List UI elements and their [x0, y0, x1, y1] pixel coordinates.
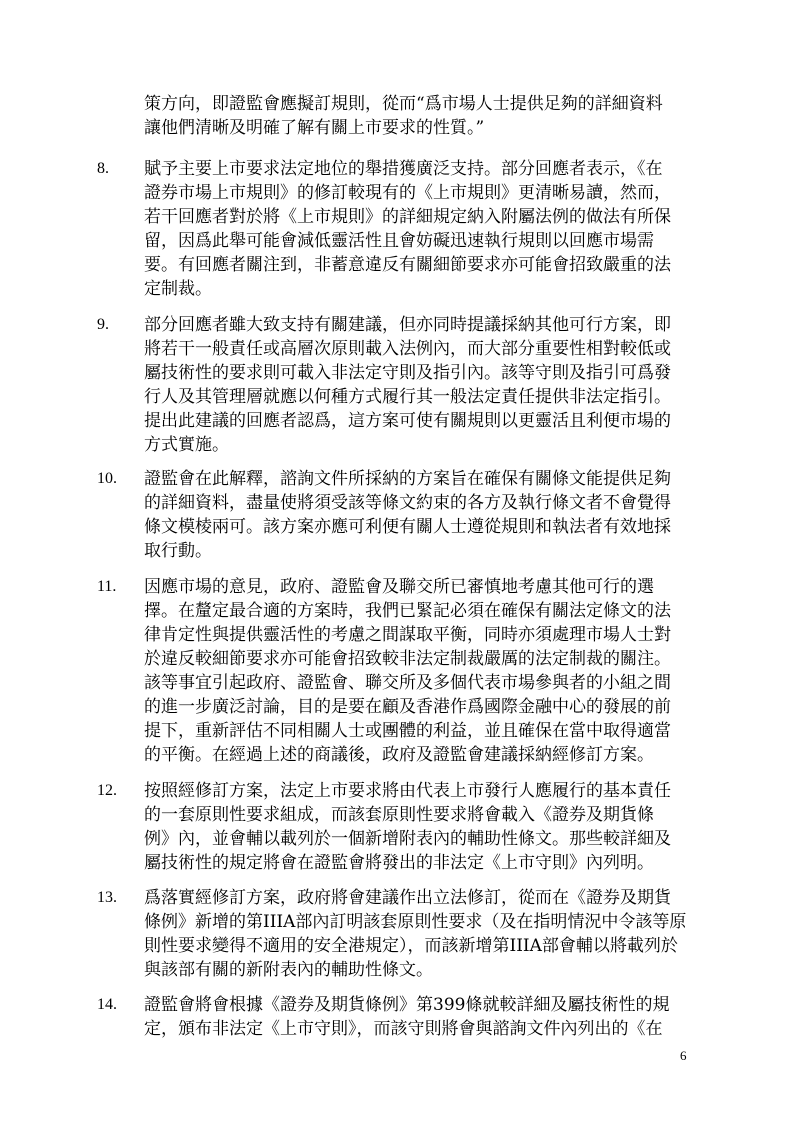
text-line: 擇。在釐定最合適的方案時，我們已緊記必須在確保有關法定條文的法: [144, 601, 671, 621]
text-line: 的平衡。在經過上述的商議後，政府及證監會建議採納經修訂方案。: [144, 745, 654, 765]
text-line: 則性要求變得不適用的安全港規定），而該新增第IIIA部會輔以將載列於: [144, 936, 678, 956]
paragraph-text: [144, 886, 704, 982]
text-line: 例》內，並會輔以載列於一個新增附表內的輔助性條文。那些較詳細及: [144, 829, 671, 849]
text-line: 部分回應者雖大致支持有關建議，但亦同時提議採納其他可行方案，即: [144, 315, 671, 335]
text-line: 證監會將會根據《證券及期貨條例》第399條就較詳細及屬技術性的規: [144, 995, 670, 1015]
paragraph-number: 11.: [97, 578, 117, 595]
text-line: 按照經修訂方案，法定上市要求將由代表上市發行人應履行的基本責任: [144, 781, 671, 801]
text-line: 要。有回應者關注到，非蓄意違反有關細節要求亦可能會招致嚴重的法: [144, 255, 671, 275]
text-line: 的進一步廣泛討論，目的是要在顧及香港作爲國際金融中心的發展的前: [144, 697, 671, 717]
paragraph-number: 12.: [97, 782, 117, 799]
text-line: 該等事宜引起政府、證監會、聯交所及多個代表市場參與者的小組之間: [144, 673, 671, 693]
text-line: 屬技術性的要求則可載入非法定守則及指引內。該等守則及指引可爲發: [144, 363, 671, 383]
paragraph-text: [144, 993, 704, 1041]
text-line: 律肯定性與提供靈活性的考慮之間謀取平衡，同時亦須處理市場人士對: [144, 625, 671, 645]
text-line: 定制裁。: [144, 279, 212, 299]
text-line: 若干回應者對於將《上市規則》的詳細規定納入附屬法例的做法有所保: [144, 207, 671, 227]
paragraph-text: [144, 313, 704, 457]
paragraph-text: [144, 779, 704, 875]
text-line: 條文模棱兩可。該方案亦應可利便有關人士遵從規則和執法者有效地採: [144, 517, 671, 537]
paragraph-text: [144, 157, 704, 301]
paragraph-number: 13.: [97, 889, 117, 906]
paragraph-number: 14.: [97, 996, 117, 1013]
paragraph-text: [144, 575, 704, 767]
text-line: 方式實施。: [144, 435, 229, 455]
text-line: 提出此建議的回應者認爲，這方案可使有關規則以更靈活且利便市場的: [144, 411, 671, 431]
text-line: 的詳細資料，盡量使將須受該等條文約束的各方及執行條文者不會覺得: [144, 493, 671, 513]
text-line: 屬技術性的規定將會在證監會將發出的非法定《上市守則》內列明。: [144, 853, 654, 873]
text-line: 留，因爲此舉可能會減低靈活性且會妨礙迅速執行規則以回應市場需: [144, 231, 654, 251]
paragraph-number: 10.: [97, 470, 117, 487]
text-line: 將若干一般責任或高層次原則載入法例內，而大部分重要性相對較低或: [144, 339, 671, 359]
text-line: 證券市場上市規則》的修訂較現有的《上市規則》更清晰易讀，然而，: [144, 183, 671, 203]
text-line: 行人及其管理層就應以何種方式履行其一般法定責任提供非法定指引。: [144, 387, 671, 407]
text-line: 於違反較細節要求亦可能會招致較非法定制裁嚴厲的法定制裁的關注。: [144, 649, 671, 669]
continuation-paragraph: [144, 92, 704, 140]
text-line: 與該部有關的新附表內的輔助性條文。: [144, 960, 433, 980]
text-line: 讓他們清晰及明確了解有關上市要求的性質。”: [144, 118, 485, 138]
text-line: 定，頒布非法定《上市守則》，而該守則將會與諮詢文件內列出的《在: [144, 1019, 663, 1039]
text-line: 條例》新增的第IIIA部內訂明該套原則性要求（及在指明情況中令該等原: [144, 912, 687, 932]
paragraph-number: 9.: [97, 316, 109, 333]
text-line: 提下，重新評估不同相關人士或團體的利益，並且確保在當中取得適當: [144, 721, 671, 741]
text-line: 賦予主要上市要求法定地位的舉措獲廣泛支持。部分回應者表示，《在: [144, 159, 663, 179]
text-line: 的一套原則性要求組成，而該套原則性要求將會載入《證券及期貨條: [144, 805, 654, 825]
text-line: 爲落實經修訂方案，政府將會建議作出立法修訂，從而在《證券及期貨: [144, 888, 671, 908]
paragraph-text: [144, 467, 704, 563]
text-line: 因應市場的意見，政府、證監會及聯交所已審慎地考慮其他可行的選: [144, 577, 654, 597]
text-line: 取行動。: [144, 541, 212, 561]
text-line: 策方向，即證監會應擬訂規則，從而“爲市場人士提供足夠的詳細資料: [144, 94, 663, 114]
page-number: 6: [680, 1048, 687, 1063]
text-line: 證監會在此解釋，諮詢文件所採納的方案旨在確保有關條文能提供足夠: [144, 469, 671, 489]
paragraph-number: 8.: [97, 160, 109, 177]
